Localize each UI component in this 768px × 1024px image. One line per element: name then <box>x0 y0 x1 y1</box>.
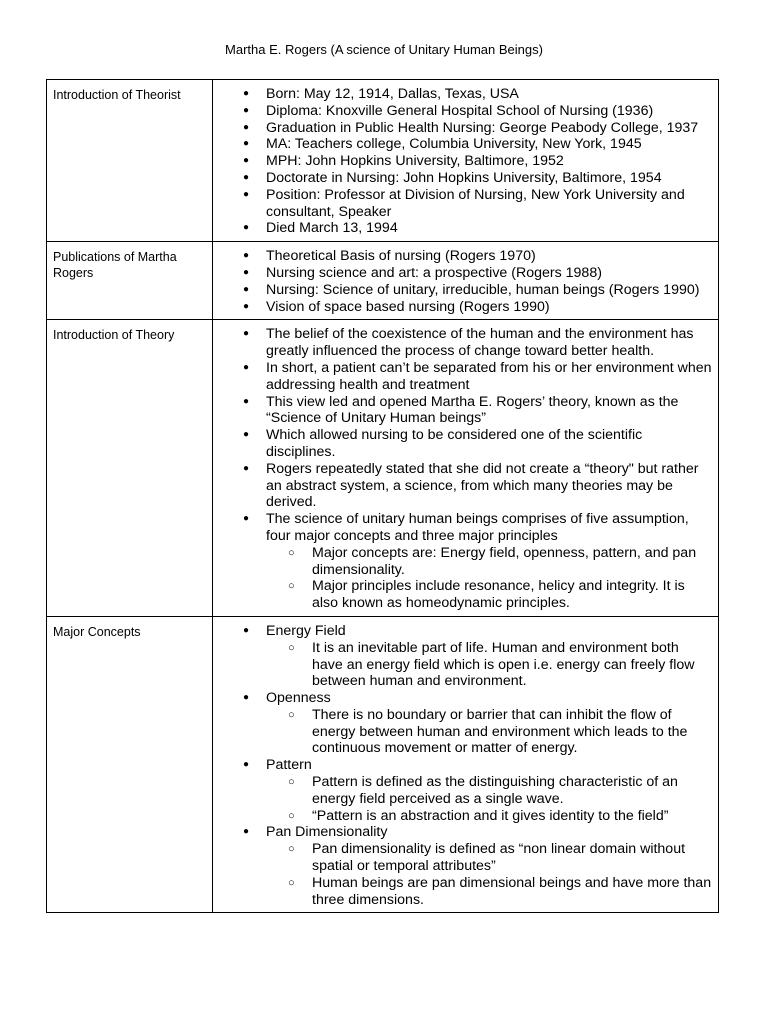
list-item-text: Rogers repeatedly stated that she did not create a “theory" but rather an abstract system, a science, from which many theories may be derived. <box>266 460 699 511</box>
list-item-text: Pattern <box>266 757 312 774</box>
sub-list-item: ○ Pan dimensionality is defined as “non linear domain without spatial or temporal attributes” <box>312 841 713 875</box>
list-item <box>266 136 713 153</box>
sub-list-item: ○ There is no boundary or barrier that can inhibit the flow of energy between human and environment which leads to the continuous movement or matter of energy. <box>312 707 713 757</box>
row-label: Major Concepts <box>47 616 213 913</box>
theory-table <box>46 79 719 913</box>
sub-bullet-list <box>266 545 713 612</box>
list-item-text: Died March 13, 1994 <box>266 220 398 237</box>
row-content <box>213 320 719 617</box>
page-title: Martha E. Rogers (A science of Unitary Human Beings) <box>225 42 543 57</box>
table-row-introduction-of-theory <box>47 320 719 617</box>
bullet-list <box>213 86 713 237</box>
list-item <box>266 103 713 120</box>
row-label: Introduction of Theorist <box>47 80 213 242</box>
sub-list-item: ○ Human beings are pan dimensional beings and have more than three dimensions. <box>312 875 713 909</box>
list-item-text: Vision of space based nursing (Rogers 1990) <box>266 298 550 315</box>
table-row-introduction-of-theorist <box>47 80 719 242</box>
list-item-text: The science of unitary human beings comprises of five assumption, four major concepts and three major principles <box>266 511 689 544</box>
row-label: Publications of Martha Rogers <box>47 242 213 320</box>
sub-list-item: ○ Major concepts are: Energy field, openness, pattern, and pan dimensionality. <box>312 545 713 579</box>
list-item-text: Openness <box>266 690 331 707</box>
list-item <box>266 220 713 237</box>
list-item-text: Diploma: Knoxville General Hospital School of Nursing (1936) <box>266 102 654 119</box>
list-item-text: Pan Dimensionality <box>266 824 388 841</box>
sub-bullet-list <box>266 841 713 908</box>
table-row-publications-of-martha-rogers <box>47 242 719 320</box>
list-item <box>266 757 713 824</box>
list-item <box>266 170 713 187</box>
list-item <box>266 187 713 221</box>
list-item-text: The belief of the coexistence of the human and the environment has greatly influenced the process of change toward better health. <box>266 326 694 360</box>
row-content <box>213 616 719 913</box>
sub-list-item: ○ Major principles include resonance, helicy and integrity. It is also known as homeodynamic principles. <box>312 578 713 612</box>
list-item <box>266 824 713 908</box>
list-item-text: In short, a patient can’t be separated from his or her environment when addressing health and treatment <box>266 359 712 393</box>
list-item <box>266 153 713 170</box>
list-item <box>266 394 713 428</box>
list-item-text: This view led and opened Martha E. Rogers’ theory, known as the “Science of Unitary Human beings” <box>266 393 679 427</box>
list-item <box>266 248 713 265</box>
list-item <box>266 360 713 394</box>
list-item-text: Born: May 12, 1914, Dallas, Texas, USA <box>266 86 519 102</box>
list-item-text: MA: Teachers college, Columbia University, New York, 1945 <box>266 136 642 153</box>
list-item <box>266 282 713 299</box>
bullet-list <box>213 326 713 612</box>
list-item <box>266 427 713 461</box>
table-row-major-concepts <box>47 616 719 913</box>
list-item-text: Which allowed nursing to be considered one of the scientific disciplines. <box>266 427 643 460</box>
table-body <box>47 80 719 913</box>
list-item <box>266 120 713 137</box>
list-item <box>266 326 713 360</box>
list-item-text: Nursing: Science of unitary, irreducible, human beings (Rogers 1990) <box>266 281 700 298</box>
list-item <box>266 623 713 690</box>
list-item-text: MPH: John Hopkins University, Baltimore, 1952 <box>266 153 564 170</box>
sub-bullet-list <box>266 774 713 824</box>
row-content <box>213 80 719 242</box>
list-item <box>266 690 713 757</box>
list-item-text: Energy Field <box>266 622 346 639</box>
list-item-text: Doctorate in Nursing: John Hopkins University, Baltimore, 1954 <box>266 169 662 186</box>
row-label: Introduction of Theory <box>47 320 213 617</box>
list-item-text: Position: Professor at Division of Nursing, New York University and consultant, Speaker <box>266 186 685 220</box>
list-item-text: Theoretical Basis of nursing (Rogers 1970) <box>266 248 536 265</box>
list-item <box>266 461 713 511</box>
list-item <box>266 299 713 316</box>
bullet-list <box>213 623 713 909</box>
sub-list-item: ○ It is an inevitable part of life. Human and environment both have an energy field which is open i.e. energy can freely flow between human and environment. <box>312 640 713 690</box>
list-item <box>266 265 713 282</box>
sub-bullet-list <box>266 640 713 690</box>
sub-bullet-list <box>266 707 713 757</box>
list-item-text: Graduation in Public Health Nursing: George Peabody College, 1937 <box>266 119 699 136</box>
row-content <box>213 242 719 320</box>
sub-list-item: ○ “Pattern is an abstraction and it gives identity to the field” <box>312 808 713 825</box>
bullet-list <box>213 248 713 315</box>
list-item-text: Nursing science and art: a prospective (Rogers 1988) <box>266 264 602 281</box>
sub-list-item: ○ Pattern is defined as the distinguishing characteristic of an energy field perceived as a single wave. <box>312 774 713 808</box>
list-item <box>266 86 713 103</box>
list-item <box>266 511 713 612</box>
